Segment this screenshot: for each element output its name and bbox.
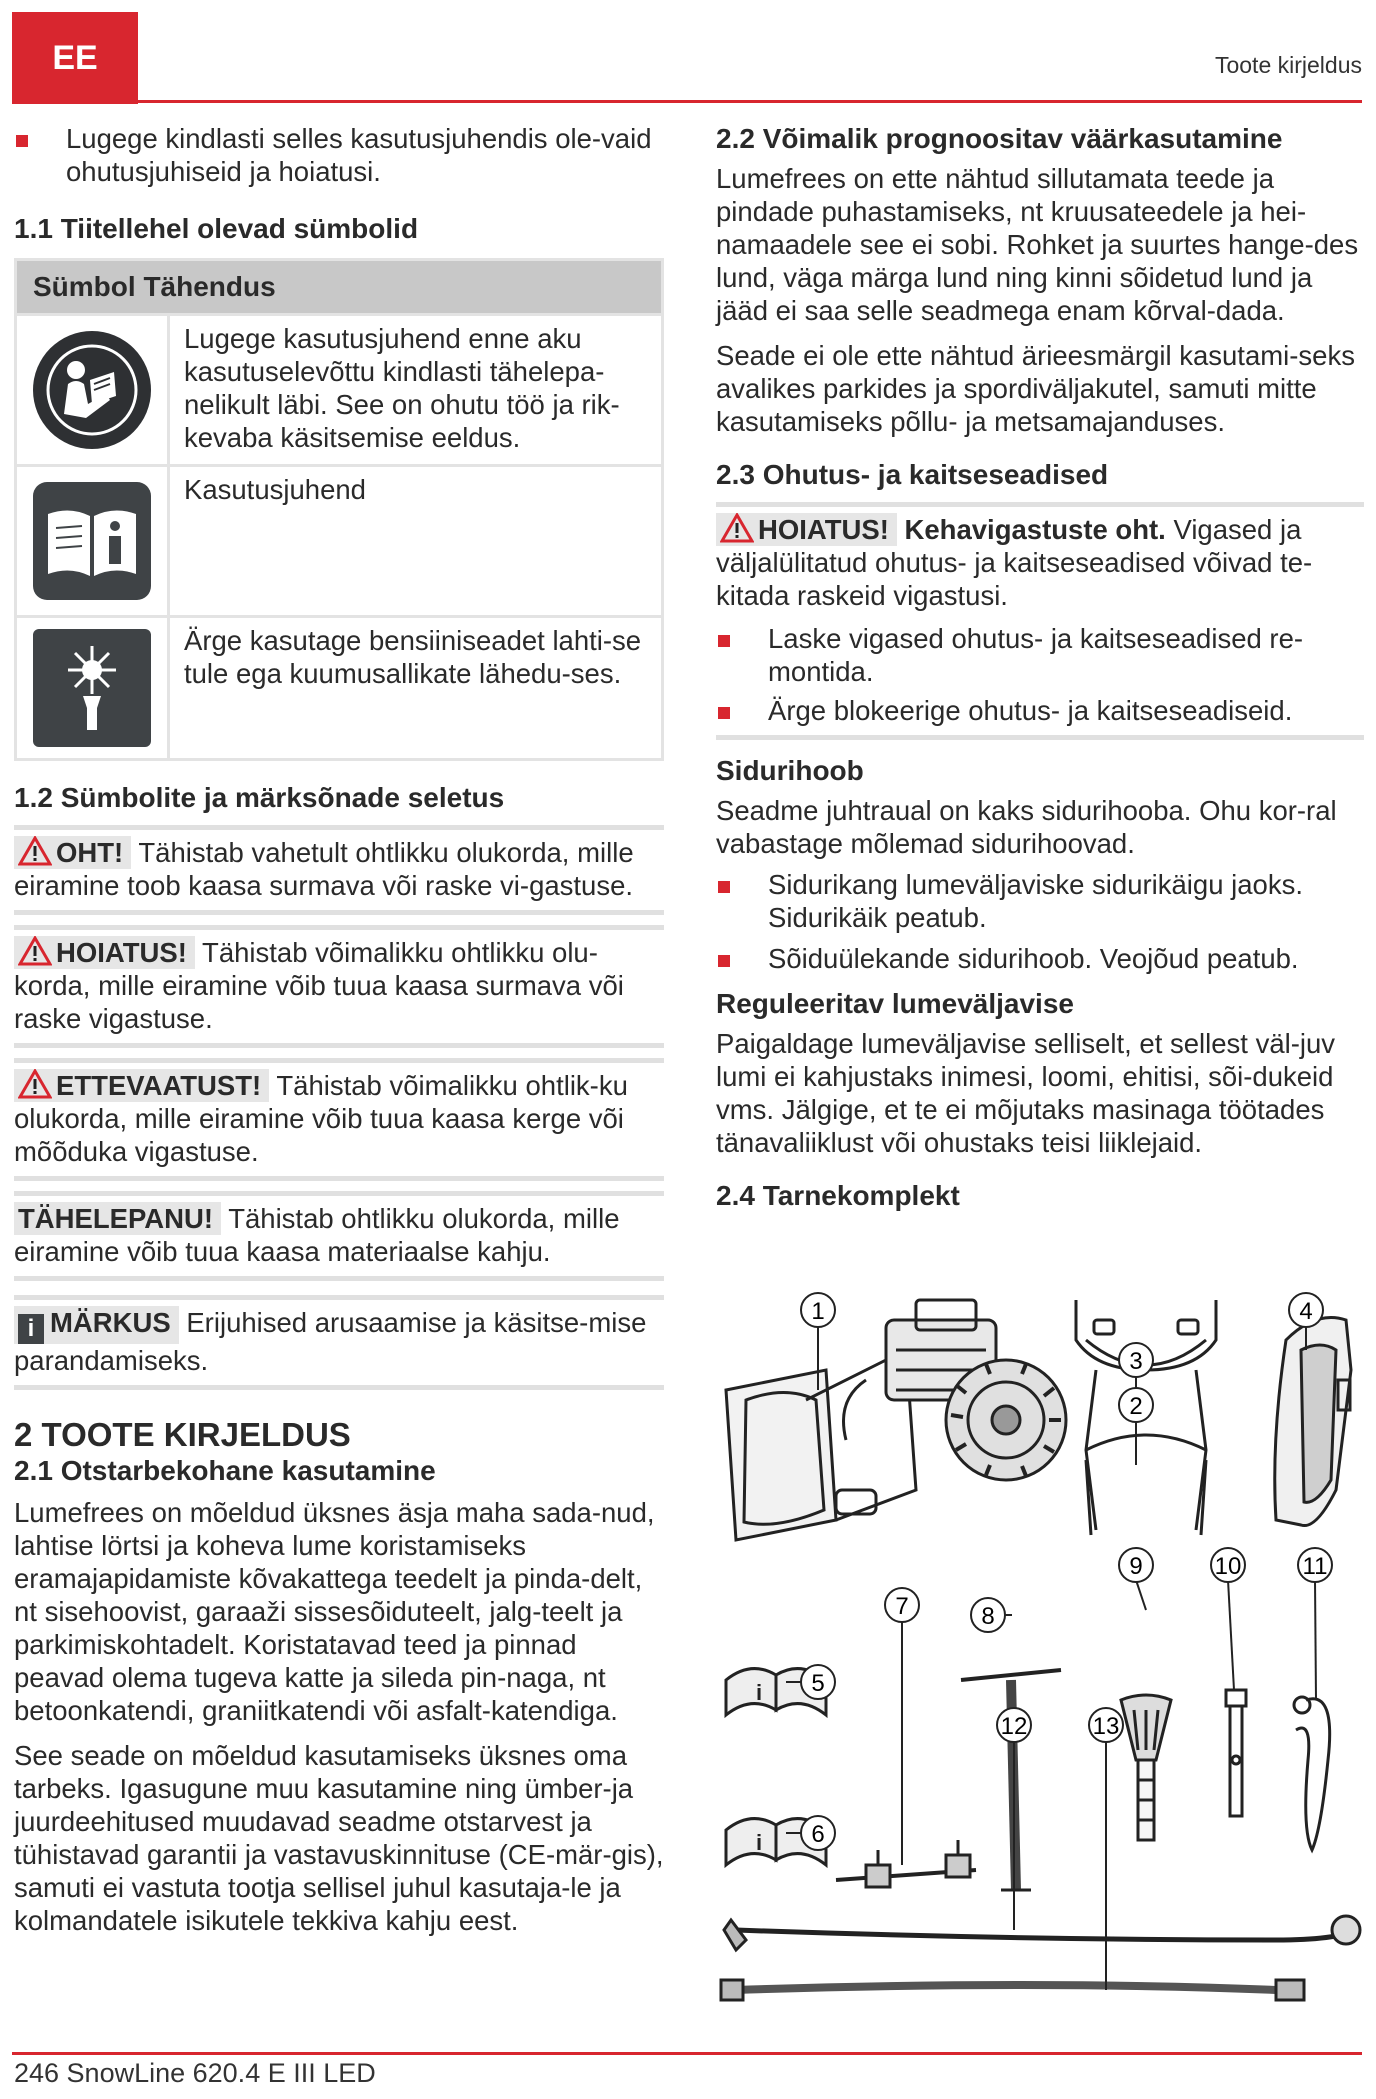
section-1-2-title: 1.2 Sümbolite ja märksõnade seletus xyxy=(14,782,505,813)
table-cell-meaning: Lugege kasutusjuhend enne aku kasutuselevõttu kindlasti tähelepa-nelikult läbi. See on ohutu töö ja rik-kevaba käsitsemise eeldus. xyxy=(184,323,620,453)
svg-text:9: 9 xyxy=(1129,1553,1143,1580)
signal-label: HOIATUS! xyxy=(56,937,187,968)
warning-heading: Kehavigastuste oht. xyxy=(896,514,1166,545)
signal-label: TÄHELEPANU! xyxy=(14,1202,221,1235)
signal-label: OHT! xyxy=(56,837,124,868)
list-item: Laske vigased ohutus- ja kaitseseadised re-montida. xyxy=(716,622,1364,688)
signal-caution xyxy=(14,1058,664,1181)
signal-text: Tähistab vahetult ohtlikku olukorda, mille eiramine toob kaasa surmava või raske vi-gastuse. xyxy=(14,837,634,901)
callout-7 xyxy=(885,1588,919,1622)
callout-12 xyxy=(997,1708,1031,1742)
clutch-paragraph: Seadme juhtraual on kaks sidurihooba. Ohu kor-ral vabastage mõlemad sidurihoovad. xyxy=(716,795,1337,859)
footer-page-label: 246 SnowLine 620.4 E III LED xyxy=(14,2058,376,2088)
intro-bullet: Lugege kindlasti selles kasutusjuhendis ole-vaid ohutusjuhiseid ja hoiatusi. xyxy=(14,122,664,188)
section-1-1-title: 1.1 Tiitellehel olevad sümbolid xyxy=(14,213,419,244)
callout-5 xyxy=(801,1665,835,1699)
list-item: Sidurikang lumeväljaviske sidurikäigu jaoks. Sidurikäik peatub. xyxy=(716,868,1364,934)
callout-13 xyxy=(1089,1708,1123,1742)
warning-icon xyxy=(18,1069,52,1099)
list-item: Sõiduülekande sidurihoob. Veojõud peatub. xyxy=(716,942,1364,975)
svg-text:3: 3 xyxy=(1129,1348,1143,1375)
chute-illustration xyxy=(1275,1318,1351,1526)
header-title: Toote kirjeldus xyxy=(1214,52,1362,78)
signal-notice xyxy=(14,1191,664,1281)
manual-info-icon xyxy=(33,482,151,600)
callout-10 xyxy=(1211,1548,1245,1582)
section-2-1-paragraph-1: Lumefrees on mõeldud üksnes äsja maha sada-nud, lahtise lörtsi ja koheva lume koristamiseks eramajapidamiste kõvakattega teedelt ja pinda-delt, nt sisehoovist, garaaži sissesõiduteelt, jalg-teelt ja parkimiskohtadelt. Koristatavad teed ja pinnad peavad olema tugeva katte ja sileda pin-naga, nt betoonkatendi, graniitkatendi või asfalt-katendiga. xyxy=(14,1497,655,1726)
signal-text: Tähistab võimalikku ohtlikku olu-korda, mille eiramine võib tuua kaasa surmava või raske vigastuse. xyxy=(14,937,624,1034)
right-column xyxy=(716,122,1364,1213)
callout-11 xyxy=(1298,1548,1332,1582)
pin-illustration xyxy=(1226,1690,1246,1816)
chute-paragraph: Paigaldage lumeväljavise selliselt, et sellest väl-juv lumi ei kahjustaks inimesi, loomi, ehitisi, sõi-dukeid vms. Jälgige, et te ei mõjutaks masinaga töötades tänavaliiklust või ohustaks teisi liiklejaid. xyxy=(716,1028,1336,1158)
table-cell-meaning: Kasutusjuhend xyxy=(184,474,366,505)
warning-icon xyxy=(18,936,52,966)
signal-text: Tähistab ohtlikku olukorda, mille eiramine võib tuua kaasa materiaalse kahju. xyxy=(14,1203,620,1267)
svg-text:7: 7 xyxy=(895,1593,909,1620)
callout-2 xyxy=(1119,1388,1153,1422)
header-rule xyxy=(12,100,1362,103)
svg-text:i: i xyxy=(756,1680,763,1705)
footer-rule xyxy=(12,2052,1362,2055)
signal-text: Erijuhised arusaamise ja käsitse-mise parandamiseks. xyxy=(14,1307,647,1376)
table-row xyxy=(17,615,661,758)
signal-danger xyxy=(14,825,664,915)
symbol-table xyxy=(14,258,664,761)
svg-text:12: 12 xyxy=(1000,1713,1028,1740)
signal-warning xyxy=(14,925,664,1048)
list-item: Ärge blokeerige ohutus- ja kaitseseadiseid. xyxy=(716,694,1364,740)
signal-label: MÄRKUS xyxy=(50,1307,171,1338)
read-manual-icon xyxy=(33,331,151,449)
snow-blower-illustration xyxy=(726,1300,1066,1540)
table-cell-meaning: Ärge kasutage bensiiniseadet lahti-se tule ega kuumusallikate lähedu-ses. xyxy=(184,625,642,689)
left-column xyxy=(14,122,664,1937)
svg-text:2: 2 xyxy=(1129,1393,1143,1420)
svg-text:5: 5 xyxy=(811,1670,825,1697)
warning-icon xyxy=(720,513,754,543)
signal-text: Tähistab võimalikku ohtlik-ku olukorda, mille eiramine võib tuua kaasa kerge või mõõduka vigastuse. xyxy=(14,1070,628,1167)
delivery-contents-diagram xyxy=(716,1290,1362,2010)
section-2-2-paragraph-2: Seade ei ole ette nähtud ärieesmärgil kasutami-seks avalikes parkides ja spordiväljakutel, samuti mitte kasutamiseks põllu- ja metsamajanduses. xyxy=(716,340,1355,437)
language-badge: EE xyxy=(12,12,138,104)
callout-9 xyxy=(1119,1548,1153,1582)
callout-markers xyxy=(801,1293,1332,1850)
section-2-1-title: 2.1 Otstarbekohane kasutamine xyxy=(14,1455,436,1486)
symbol-table-header: Sümbol Tähendus xyxy=(17,261,661,313)
table-row xyxy=(17,313,661,464)
svg-text:10: 10 xyxy=(1214,1553,1242,1580)
callout-3 xyxy=(1119,1343,1153,1377)
callout-4 xyxy=(1289,1293,1323,1327)
callout-6 xyxy=(801,1816,835,1850)
svg-text:8: 8 xyxy=(981,1603,995,1630)
t-tool-illustration xyxy=(961,1670,1061,1890)
spatula-illustration xyxy=(1121,1695,1171,1840)
cable-illustration xyxy=(721,1916,1360,2000)
info-icon: i xyxy=(18,1314,44,1344)
callout-1 xyxy=(801,1293,835,1327)
bracket-illustration xyxy=(836,1840,976,1887)
clutch-title: Sidurihoob xyxy=(716,755,864,786)
svg-text:6: 6 xyxy=(811,1821,825,1848)
section-2-2-paragraph-1: Lumefrees on ette nähtud sillutamata teede ja pindade puhastamiseks, nt kruusateedele ja hei-namaadele see ei sobi. Rohket ja suurtes hange-des lund, väga märga lund ning kinni sõidetud lund ja jääd ei saa selle seadmega enam kõrval-dada. xyxy=(716,163,1359,326)
chute-title: Reguleeritav lumeväljavise xyxy=(716,988,1074,1019)
callout-8 xyxy=(971,1598,1005,1632)
section-2-title: 2 TOOTE KIRJELDUS xyxy=(14,1416,351,1453)
section-2-2-title: 2.2 Võimalik prognoositav väärkasutamine xyxy=(716,123,1283,154)
section-2-3-title: 2.3 Ohutus- ja kaitseseadised xyxy=(716,459,1109,490)
no-heat-source-icon xyxy=(33,629,151,747)
section-2-1-paragraph-2: See seade on mõeldud kasutamiseks üksnes oma tarbeks. Igasugune muu kasutamine ning ümber-ja juurdeehitused muudavad seadme otstarvest ja tühistavad garantii ja vastavuskinnituse (CE-mär-gis), samuti ei vastuta tootja sellisel juhul kasutaja-le ja kolmandatele isikutele tekkiva kahju eest. xyxy=(14,1740,664,1936)
svg-text:11: 11 xyxy=(1302,1553,1328,1580)
svg-text:13: 13 xyxy=(1092,1713,1120,1740)
clip-illustration xyxy=(1294,1697,1330,1850)
warning-icon xyxy=(18,836,52,866)
signal-label: ETTEVAATUST! xyxy=(56,1070,262,1101)
safety-warning xyxy=(716,502,1364,616)
signal-label: HOIATUS! xyxy=(758,514,889,545)
warning-text: Vigased ja väljalülitatud ohutus- ja kaitseseadised võivad te-kitada raskeid vigastusi. xyxy=(716,514,1313,611)
svg-text:4: 4 xyxy=(1299,1298,1313,1325)
svg-text:i: i xyxy=(756,1830,763,1855)
section-2-4-title: 2.4 Tarnekomplekt xyxy=(716,1180,960,1211)
signal-note xyxy=(14,1295,664,1390)
table-row xyxy=(17,464,661,615)
svg-text:1: 1 xyxy=(811,1298,825,1325)
